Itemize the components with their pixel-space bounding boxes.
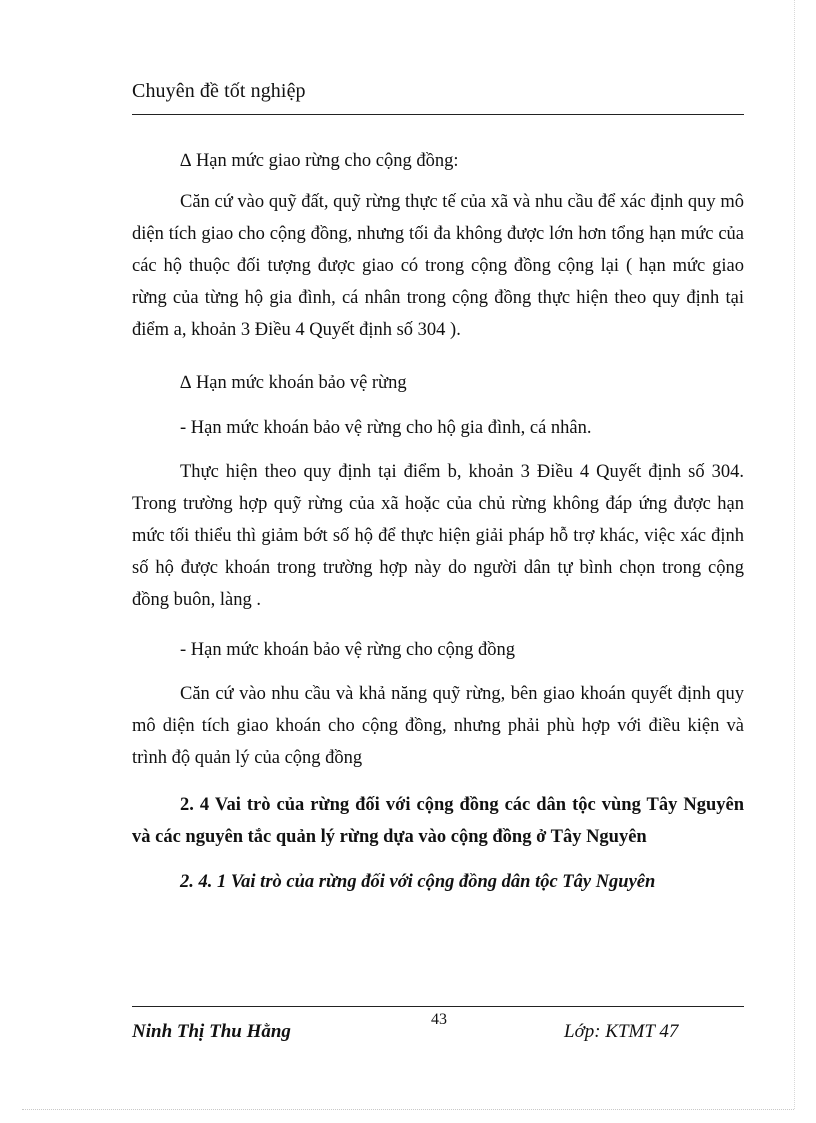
section-marker-protection-contract: ∆ Hạn mức khoán bảo vệ rừng bbox=[180, 373, 407, 393]
page-bottom-boundary bbox=[22, 1109, 794, 1110]
footer-divider bbox=[132, 1006, 744, 1007]
paragraph-household-implementation: Thực hiện theo quy định tại điểm b, khoản 3 Điều 4 Quyết định số 304. Trong trường hợp quỹ rừng của xã hoặc của chủ rừng không đáp ứng được hạn mức tối thiểu thì giảm bớt số hộ để thực hiện giải pháp hỗ trợ khác, việc xác định số hộ được khoán trong trường hợp này do người dân tự bình chọn trong cộng đồng buôn, làng . bbox=[132, 462, 744, 610]
paragraph-community-basis: Căn cứ vào nhu cầu và khả năng quỹ rừng, bên giao khoán quyết định quy mô diện tích giao khoán cho cộng đồng, nhưng phải phù hợp với điều kiện và trình độ quản lý của cộng đồng bbox=[132, 684, 744, 768]
header-divider bbox=[132, 114, 744, 115]
footer-author: Ninh Thị Thu Hằng bbox=[132, 1021, 291, 1042]
page-number: 43 bbox=[431, 1011, 447, 1028]
document-header-title: Chuyên đề tốt nghiệp bbox=[132, 80, 306, 102]
section-marker-forest-allocation: ∆ Hạn mức giao rừng cho cộng đồng: bbox=[180, 151, 459, 171]
section-heading-2-4: 2. 4 Vai trò của rừng đối với cộng đồng các dân tộc vùng Tây Nguyên và các nguyên tắc quản lý rừng dựa vào cộng đồng ở Tây Nguyên bbox=[132, 795, 744, 847]
paragraph-allocation-limit: Căn cứ vào quỹ đất, quỹ rừng thực tế của xã và nhu cầu để xác định quy mô diện tích giao cho cộng đồng, nhưng tối đa không được lớn hơn tổng hạn mức của các hộ thuộc đối tượng được giao có trong cộng đồng cộng lại ( hạn mức giao rừng của từng hộ gia đình, cá nhân trong cộng đồng thực hiện theo quy định tại điểm a, khoản 3 Điều 4 Quyết định số 304 ). bbox=[132, 192, 744, 340]
footer-class: Lớp: KTMT 47 bbox=[564, 1021, 679, 1042]
subsection-heading-2-4-1: 2. 4. 1 Vai trò của rừng đối với cộng đồng dân tộc Tây Nguyên bbox=[180, 872, 656, 892]
bullet-household-limit: - Hạn mức khoán bảo vệ rừng cho hộ gia đình, cá nhân. bbox=[180, 418, 592, 438]
bullet-community-limit: - Hạn mức khoán bảo vệ rừng cho cộng đồng bbox=[180, 640, 515, 660]
page-right-boundary bbox=[794, 0, 795, 1109]
